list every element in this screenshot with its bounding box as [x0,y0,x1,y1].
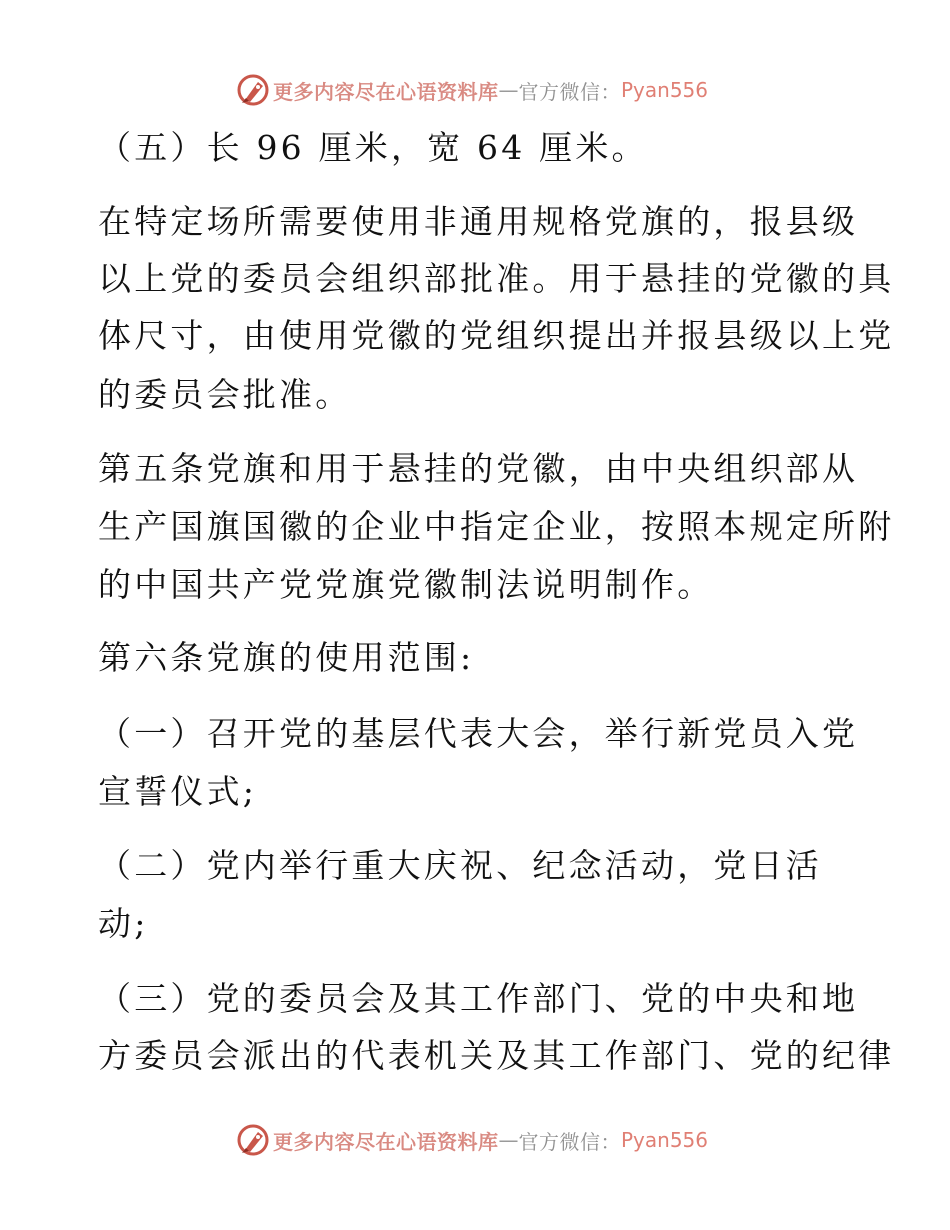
watermark-official-label: 官方微信： [518,79,621,104]
watermark-promo-text: 更多内容尽在心语资料库 [273,1129,499,1154]
watermark-promo-text: 更多内容尽在心语资料库 [273,79,499,104]
body-line: 的中国共产党党旗党徽制法说明制作。 [98,565,714,604]
body-line: 第六条党旗的使用范围: [98,638,475,677]
body-line: （一）召开党的基层代表大会，举行新党员入党 [98,714,859,753]
body-line: （二）党内举行重大庆祝、纪念活动，党日活 [98,846,822,885]
watermark-handle: Pyan556 [621,78,709,102]
pen-nib-logo-icon [236,1123,270,1157]
body-line: 动; [98,904,149,943]
body-line: 体尺寸，由使用党徽的党组织提出并报县级以上党 [98,316,895,355]
body-line: 宣誓仪式; [98,772,258,811]
body-line: 的委员会批准。 [98,375,352,414]
body-line: 方委员会派出的代表机关及其工作部门、党的纪律 [98,1036,895,1075]
body-line: 在特定场所需要使用非通用规格党旗的，报县级 [98,202,859,241]
pen-nib-logo-icon [236,73,270,107]
footer-watermark [236,1123,708,1157]
watermark-separator: — [498,78,519,102]
watermark-separator: — [498,1128,519,1152]
body-line: 生产国旗国徽的企业中指定企业，按照本规定所附 [98,507,895,546]
body-line: 以上党的委员会组织部批准。用于悬挂的党徽的具 [98,259,895,298]
watermark-official-label: 官方微信： [518,1129,621,1154]
body-line: （五）长 96 厘米，宽 64 厘米。 [98,128,648,167]
body-line: 第五条党旗和用于悬挂的党徽，由中央组织部从 [98,449,859,488]
header-watermark [236,73,708,107]
watermark-handle: Pyan556 [621,1128,709,1152]
body-line: （三）党的委员会及其工作部门、党的中央和地 [98,979,859,1018]
